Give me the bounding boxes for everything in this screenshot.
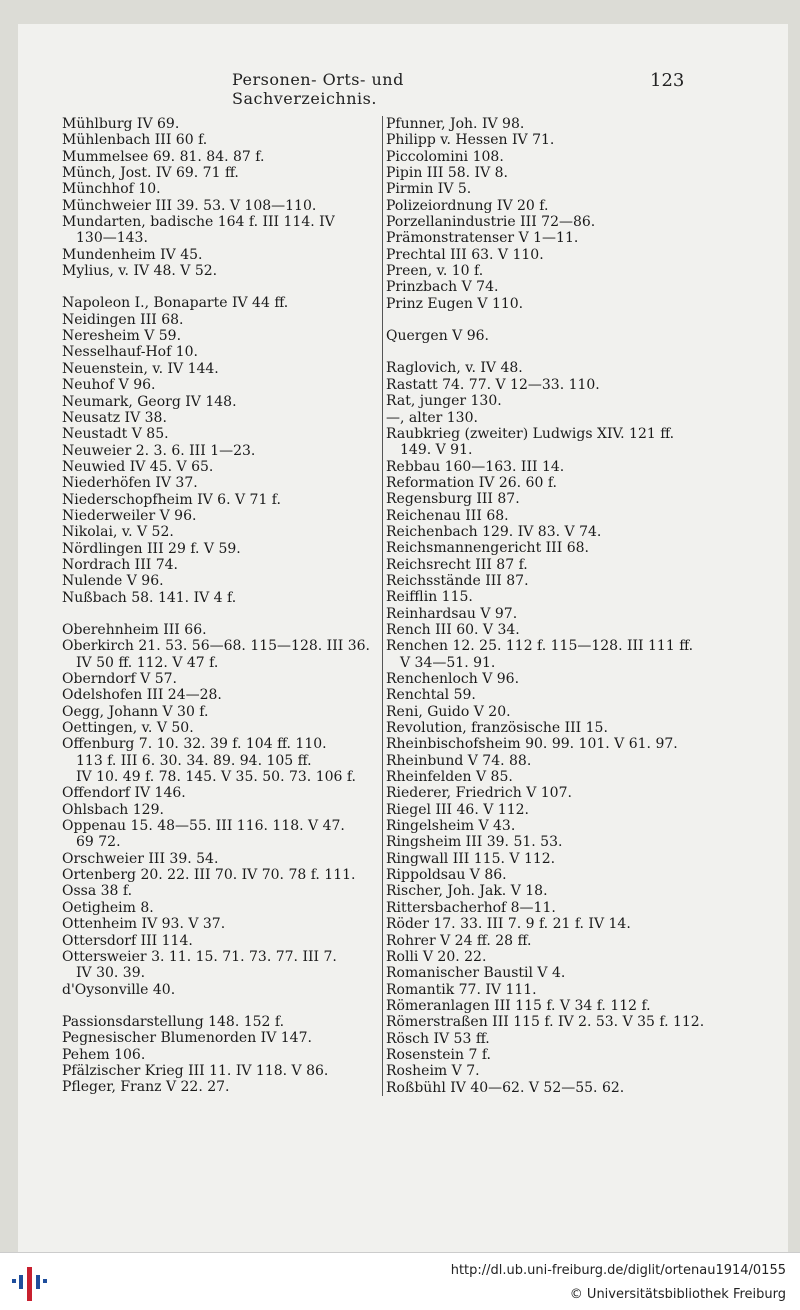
index-entry: Oetigheim 8. <box>62 899 154 916</box>
index-entry-continuation: V 34—51. 91. <box>400 654 496 671</box>
index-entry: Prinzbach V 74. <box>386 279 499 296</box>
index-entry: Offenburg 7. 10. 32. 39 f. 104 ff. 110. <box>62 736 327 753</box>
index-entry: Mühlenbach III 60 f. <box>62 132 208 149</box>
index-entry-continuation: 130—143. <box>76 230 148 247</box>
index-entry: Ottenheim IV 93. V 37. <box>62 916 226 933</box>
index-entry-continuation: 149. V 91. <box>400 442 473 459</box>
index-entry: Prinz Eugen V 110. <box>386 295 524 312</box>
index-entry: Pirmin IV 5. <box>386 181 472 198</box>
index-entry: Odelshofen III 24—28. <box>62 687 222 704</box>
index-entry: Nordrach III 74. <box>62 556 178 573</box>
index-entry: Ohlsbach 129. <box>62 801 164 818</box>
index-entry: Münchhof 10. <box>62 181 161 198</box>
index-entry: Rheinfelden V 85. <box>386 769 513 786</box>
index-entry: Nikolai, v. V 52. <box>62 524 174 541</box>
index-entry: Reichenbach 129. IV 83. V 74. <box>386 523 602 540</box>
index-entry: Rebbau 160—163. III 14. <box>386 458 565 475</box>
index-entry-continuation: IV 50 ff. 112. V 47 f. <box>76 654 219 671</box>
index-entry: Reni, Guido V 20. <box>386 703 511 720</box>
index-entry: Mylius, v. IV 48. V 52. <box>62 263 218 280</box>
index-entry: Roßbühl IV 40—62. V 52—55. 62. <box>386 1079 625 1096</box>
index-entry: Orschweier III 39. 54. <box>62 850 219 867</box>
index-entry: Revolution, französische III 15. <box>386 720 608 737</box>
index-entry: Rippoldsau V 86. <box>386 867 507 884</box>
copyright-text: © Universitätsbibliothek Freiburg <box>569 1287 786 1302</box>
index-entry: Neuwied IV 45. V 65. <box>62 458 214 475</box>
index-entry: Preen, v. 10 f. <box>386 263 484 280</box>
index-entry: Neuenstein, v. IV 144. <box>62 360 219 377</box>
index-entry: Ringelsheim V 43. <box>386 818 516 835</box>
index-entry: Oegg, Johann V 30 f. <box>62 703 209 720</box>
section-gap <box>62 279 380 295</box>
section-gap <box>386 312 706 328</box>
index-entry: Rohrer V 24 ff. 28 ff. <box>386 932 532 949</box>
index-entry: Ossa 38 f. <box>62 883 133 900</box>
index-entry: Nußbach 58. 141. IV 4 f. <box>62 589 237 606</box>
index-entry: Ottersdorf III 114. <box>62 932 193 949</box>
index-entry: Mummelsee 69. 81. 84. 87 f. <box>62 148 265 165</box>
index-entry: Pfälzischer Krieg III 11. IV 118. V 86. <box>62 1062 329 1079</box>
index-entry: Rolli V 20. 22. <box>386 948 487 965</box>
index-entry: Reformation IV 26. 60 f. <box>386 474 557 491</box>
index-entry: Neidingen III 68. <box>62 311 184 328</box>
index-entry-continuation: 113 f. III 6. 30. 34. 89. 94. 105 ff. <box>76 752 312 769</box>
index-entry: Renchen 12. 25. 112 f. 115—128. III 111 ff. <box>386 638 694 655</box>
index-entry: Neustadt V 85. <box>62 426 169 443</box>
index-entry: Oberndorf V 57. <box>62 671 177 687</box>
index-entry: Nulende V 96. <box>62 573 164 590</box>
index-entry: Römeranlagen III 115 f. V 34 f. 112 f. <box>386 997 651 1014</box>
index-entry: Offendorf IV 146. <box>62 785 186 802</box>
index-entry: Münch, Jost. IV 69. 71 ff. <box>62 165 239 182</box>
index-entry: Ottersweier 3. 11. 15. 71. 73. 77. III 7. <box>62 948 337 965</box>
index-entry: Riederer, Friedrich V 107. <box>386 785 572 802</box>
index-entry: Romanischer Baustil V 4. <box>386 965 566 982</box>
index-entry: Niederhöfen IV 37. <box>62 475 198 492</box>
page-number: 123 <box>650 70 685 91</box>
index-entry: Rischer, Joh. Jak. V 18. <box>386 883 548 900</box>
section-gap <box>62 606 380 622</box>
index-entry-continuation: IV 10. 49 f. 78. 145. V 35. 50. 73. 106 f. <box>76 769 356 786</box>
index-entry: Philipp v. Hessen IV 71. <box>386 132 555 149</box>
index-entry: Reichsmannengericht III 68. <box>386 540 589 557</box>
index-entry: Piccolomini 108. <box>386 148 504 165</box>
viewer-footer <box>0 1252 800 1310</box>
index-entry: Neuweier 2. 3. 6. III 1—23. <box>62 442 256 459</box>
index-entry: Oppenau 15. 48—55. III 116. 118. V 47. <box>62 818 345 835</box>
index-entry: Oberehnheim III 66. <box>62 621 207 638</box>
index-entry: Rosheim V 7. <box>386 1063 480 1080</box>
index-entry: Oberkirch 21. 53. 56—68. 115—128. III 36. <box>62 638 370 655</box>
index-entry: Rosenstein 7 f. <box>386 1046 491 1063</box>
index-entry: Mühlburg IV 69. <box>62 116 180 132</box>
index-entry: Münchweier III 39. 53. V 108—110. <box>62 197 317 214</box>
section-gap <box>386 344 706 360</box>
index-entry: Napoleon I., Bonaparte IV 44 ff. <box>62 295 289 312</box>
index-entry: Neumark, Georg IV 148. <box>62 393 237 410</box>
index-entry: Passionsdarstellung 148. 152 f. <box>62 1013 285 1030</box>
index-entry: Mundarten, badische 164 f. III 114. IV <box>62 214 335 231</box>
index-entry: Renchenloch V 96. <box>386 671 520 687</box>
index-entry: Pfleger, Franz V 22. 27. <box>62 1079 230 1096</box>
index-entry-continuation: IV 30. 39. <box>76 965 146 982</box>
index-entry: Ortenberg 20. 22. III 70. IV 70. 78 f. 111. <box>62 867 356 884</box>
index-entry: Reinhardsau V 97. <box>386 605 518 622</box>
index-entry: Neuhof V 96. <box>62 377 156 394</box>
index-entry: Quergen V 96. <box>386 328 490 345</box>
index-entry: Nesselhauf-Hof 10. <box>62 344 198 361</box>
index-column-right <box>382 116 706 1096</box>
index-entry: Reichenau III 68. <box>386 507 509 524</box>
source-url-link[interactable]: http://dl.ub.uni-freiburg.de/diglit/ortenau1914/0155 <box>450 1263 786 1278</box>
index-entry: Rheinbund V 74. 88. <box>386 752 532 769</box>
index-entry: Pehem 106. <box>62 1046 146 1063</box>
index-entry: Rat, junger 130. <box>386 393 502 410</box>
index-entry: Raglovich, v. IV 48. <box>386 360 523 377</box>
index-entry: Raubkrieg (zweiter) Ludwigs XIV. 121 ff. <box>386 425 675 442</box>
index-entry: Mundenheim IV 45. <box>62 246 203 263</box>
index-entry: Ringwall III 115. V 112. <box>386 850 556 867</box>
index-column-left <box>62 116 380 1096</box>
index-entry: Rösch IV 53 ff. <box>386 1030 490 1047</box>
index-entry: Regensburg III 87. <box>386 491 520 508</box>
index-entry: Prämonstratenser V 1—11. <box>386 230 579 247</box>
index-entry: Röder 17. 33. III 7. 9 f. 21 f. IV 14. <box>386 916 631 933</box>
index-entry: Oettingen, v. V 50. <box>62 720 194 737</box>
index-entry: d'Oysonville 40. <box>62 981 176 998</box>
index-entry: Rittersbacherhof 8—11. <box>386 899 556 916</box>
index-entry: Prechtal III 63. V 110. <box>386 246 544 263</box>
index-entry: Ringsheim III 39. 51. 53. <box>386 834 563 851</box>
index-entry: Rheinbischofsheim 90. 99. 101. V 61. 97. <box>386 736 678 753</box>
index-entry: Rastatt 74. 77. V 12—33. 110. <box>386 376 600 393</box>
index-entry: Pegnesischer Blumenorden IV 147. <box>62 1030 312 1047</box>
section-gap <box>62 998 380 1014</box>
index-entry: Neusatz IV 38. <box>62 409 167 426</box>
index-entry: Neresheim V 59. <box>62 328 182 345</box>
index-entry: Nördlingen III 29 f. V 59. <box>62 540 241 557</box>
page-header-title: Personen- Orts- und Sachverzeichnis. <box>232 70 404 108</box>
index-entry: Riegel III 46. V 112. <box>386 801 529 818</box>
index-entry: Reichsstände III 87. <box>386 572 529 589</box>
index-entry: Reifflin 115. <box>386 589 473 606</box>
index-entry: Romantik 77. IV 111. <box>386 981 537 998</box>
index-entry: Römerstraßen III 115 f. IV 2. 53. V 35 f. 112. <box>386 1014 705 1031</box>
index-entry: Pfunner, Joh. IV 98. <box>386 116 525 132</box>
index-entry: Renchtal 59. <box>386 687 476 704</box>
index-entry: Niederschopfheim IV 6. V 71 f. <box>62 491 281 508</box>
ub-freiburg-logo-icon <box>10 1261 50 1305</box>
index-entry: Pipin III 58. IV 8. <box>386 165 509 182</box>
index-entry: Niederweiler V 96. <box>62 507 197 524</box>
index-entry: Reichsrecht III 87 f. <box>386 556 528 573</box>
index-entry-continuation: 69 72. <box>76 834 121 851</box>
index-entry: —, alter 130. <box>386 409 478 426</box>
index-entry: Rench III 60. V 34. <box>386 621 520 638</box>
index-entry: Polizeiordnung IV 20 f. <box>386 197 549 214</box>
index-entry: Porzellanindustrie III 72—86. <box>386 214 596 231</box>
